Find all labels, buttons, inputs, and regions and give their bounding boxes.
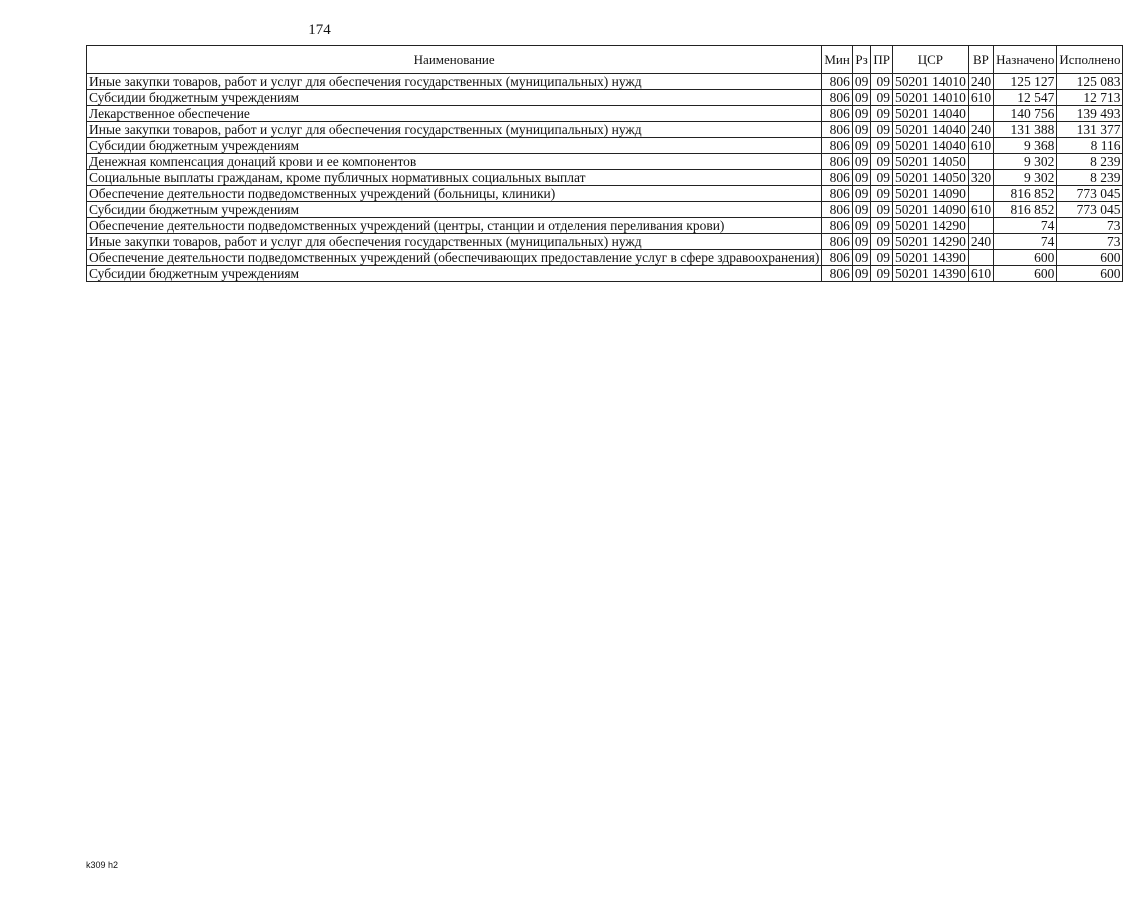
row-executed: 139 493 (1057, 106, 1123, 122)
row-assigned: 9 302 (994, 170, 1057, 186)
row-rz: 09 (852, 234, 871, 250)
row-rz: 09 (852, 90, 871, 106)
header-min: Мин (822, 46, 852, 74)
table-row (87, 122, 1123, 138)
row-vr: 610 (968, 202, 993, 218)
row-name: Социальные выплаты гражданам, кроме публичных нормативных социальных выплат (87, 170, 822, 186)
row-pr: 09 (871, 250, 893, 266)
row-executed: 8 239 (1057, 154, 1123, 170)
row-name: Субсидии бюджетным учреждениям (87, 138, 822, 154)
row-assigned: 131 388 (994, 122, 1057, 138)
header-executed: Исполнено (1057, 46, 1123, 74)
table-row (87, 154, 1123, 170)
row-csr: 50201 14090 (892, 186, 968, 202)
header-name: Наименование (87, 46, 822, 74)
row-name: Субсидии бюджетным учреждениям (87, 266, 822, 282)
row-name: Иные закупки товаров, работ и услуг для обеспечения государственных (муниципальных) нужд (87, 122, 822, 138)
table-row (87, 138, 1123, 154)
row-rz: 09 (852, 266, 871, 282)
row-name: Обеспечение деятельности подведомственных учреждений (обеспечивающих предоставление услуг в сфере здравоохранения) (87, 250, 822, 266)
row-rz: 09 (852, 106, 871, 122)
row-name: Денежная компенсация донаций крови и ее компонентов (87, 154, 822, 170)
row-csr: 50201 14010 (892, 74, 968, 90)
row-rz: 09 (852, 170, 871, 186)
row-assigned: 816 852 (994, 202, 1057, 218)
row-assigned: 600 (994, 250, 1057, 266)
row-min: 806 (822, 218, 852, 234)
row-assigned: 600 (994, 266, 1057, 282)
row-csr: 50201 14040 (892, 122, 968, 138)
row-csr: 50201 14290 (892, 218, 968, 234)
row-name: Обеспечение деятельности подведомственных учреждений (больницы, клиники) (87, 186, 822, 202)
row-csr: 50201 14390 (892, 266, 968, 282)
row-executed: 773 045 (1057, 186, 1123, 202)
table-row (87, 106, 1123, 122)
row-executed: 8 116 (1057, 138, 1123, 154)
row-min: 806 (822, 266, 852, 282)
row-executed: 8 239 (1057, 170, 1123, 186)
row-pr: 09 (871, 106, 893, 122)
row-min: 806 (822, 186, 852, 202)
row-vr (968, 106, 993, 122)
row-name: Субсидии бюджетным учреждениям (87, 90, 822, 106)
table-row (87, 218, 1123, 234)
row-name: Иные закупки товаров, работ и услуг для обеспечения государственных (муниципальных) нужд (87, 234, 822, 250)
row-vr: 610 (968, 266, 993, 282)
row-rz: 09 (852, 250, 871, 266)
table-row (87, 74, 1123, 90)
row-rz: 09 (852, 186, 871, 202)
table-row (87, 234, 1123, 250)
row-vr (968, 186, 993, 202)
row-rz: 09 (852, 122, 871, 138)
row-vr: 240 (968, 234, 993, 250)
row-pr: 09 (871, 202, 893, 218)
row-min: 806 (822, 250, 852, 266)
header-pr: ПР (871, 46, 893, 74)
row-assigned: 74 (994, 218, 1057, 234)
row-assigned: 12 547 (994, 90, 1057, 106)
row-executed: 12 713 (1057, 90, 1123, 106)
row-executed: 125 083 (1057, 74, 1123, 90)
row-assigned: 140 756 (994, 106, 1057, 122)
row-vr (968, 218, 993, 234)
row-csr: 50201 14290 (892, 234, 968, 250)
table-row (87, 170, 1123, 186)
row-csr: 50201 14050 (892, 154, 968, 170)
row-csr: 50201 14390 (892, 250, 968, 266)
header-assigned: Назначено (994, 46, 1057, 74)
row-csr: 50201 14040 (892, 138, 968, 154)
row-pr: 09 (871, 90, 893, 106)
header-vr: ВР (968, 46, 993, 74)
row-pr: 09 (871, 234, 893, 250)
row-pr: 09 (871, 170, 893, 186)
row-assigned: 74 (994, 234, 1057, 250)
table-row (87, 266, 1123, 282)
row-csr: 50201 14090 (892, 202, 968, 218)
table-row (87, 186, 1123, 202)
row-executed: 773 045 (1057, 202, 1123, 218)
row-min: 806 (822, 234, 852, 250)
row-rz: 09 (852, 74, 871, 90)
row-pr: 09 (871, 74, 893, 90)
row-executed: 600 (1057, 250, 1123, 266)
row-csr: 50201 14040 (892, 106, 968, 122)
table-row (87, 90, 1123, 106)
row-rz: 09 (852, 218, 871, 234)
row-vr: 610 (968, 138, 993, 154)
row-name: Иные закупки товаров, работ и услуг для обеспечения государственных (муниципальных) нужд (87, 74, 822, 90)
row-executed: 73 (1057, 218, 1123, 234)
header-row (87, 46, 1123, 74)
row-assigned: 125 127 (994, 74, 1057, 90)
row-vr: 320 (968, 170, 993, 186)
header-rz: Рз (852, 46, 871, 74)
row-executed: 600 (1057, 266, 1123, 282)
row-csr: 50201 14010 (892, 90, 968, 106)
row-min: 806 (822, 154, 852, 170)
header-csr: ЦСР (892, 46, 968, 74)
row-rz: 09 (852, 138, 871, 154)
row-vr (968, 154, 993, 170)
row-name: Субсидии бюджетным учреждениям (87, 202, 822, 218)
row-rz: 09 (852, 202, 871, 218)
row-pr: 09 (871, 218, 893, 234)
row-executed: 131 377 (1057, 122, 1123, 138)
footer-code: k309 h2 (86, 860, 119, 870)
row-pr: 09 (871, 154, 893, 170)
row-assigned: 816 852 (994, 186, 1057, 202)
row-min: 806 (822, 90, 852, 106)
row-min: 806 (822, 138, 852, 154)
row-csr: 50201 14050 (892, 170, 968, 186)
row-vr: 240 (968, 74, 993, 90)
row-vr: 610 (968, 90, 993, 106)
row-vr (968, 250, 993, 266)
row-executed: 73 (1057, 234, 1123, 250)
row-name: Обеспечение деятельности подведомственных учреждений (центры, станции и отделения переливания крови) (87, 218, 822, 234)
row-assigned: 9 302 (994, 154, 1057, 170)
row-pr: 09 (871, 266, 893, 282)
row-pr: 09 (871, 186, 893, 202)
table-row (87, 250, 1123, 266)
table-row (87, 202, 1123, 218)
row-rz: 09 (852, 154, 871, 170)
row-name: Лекарственное обеспечение (87, 106, 822, 122)
row-min: 806 (822, 202, 852, 218)
row-pr: 09 (871, 122, 893, 138)
row-assigned: 9 368 (994, 138, 1057, 154)
row-min: 806 (822, 170, 852, 186)
row-vr: 240 (968, 122, 993, 138)
row-min: 806 (822, 122, 852, 138)
budget-table (86, 45, 1123, 282)
row-min: 806 (822, 74, 852, 90)
page-number: 174 (308, 22, 331, 38)
row-pr: 09 (871, 138, 893, 154)
row-min: 806 (822, 106, 852, 122)
